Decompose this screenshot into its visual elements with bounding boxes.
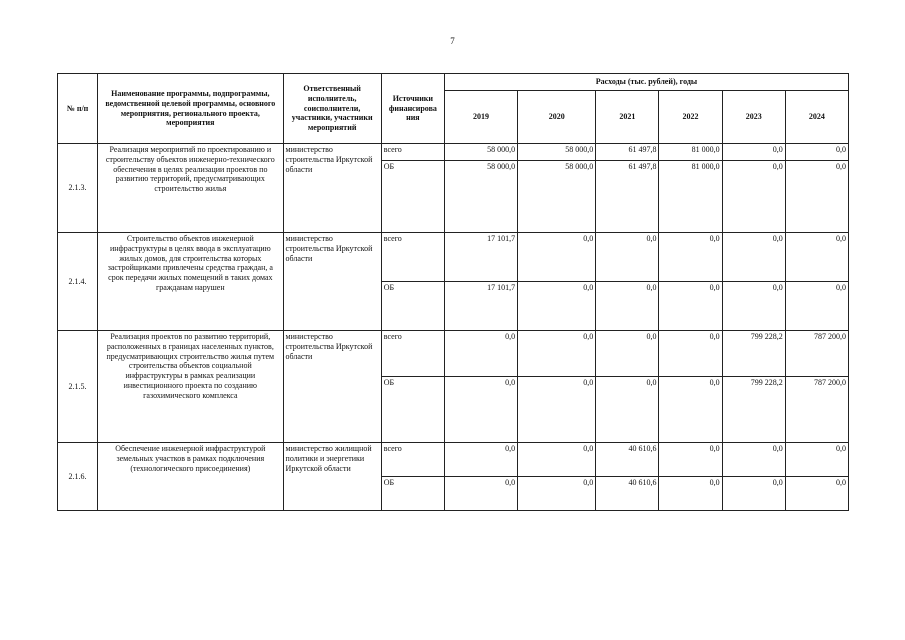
table-row: [58, 144, 849, 161]
value-cell: 0,0: [785, 477, 848, 511]
row-name: Строительство объектов инженерной инфраструктуры в целях ввода в эксплуатацию жилых домов, для строительства которых застройщиками привлечены средства граждан, а срок передачи жилых помещений в таких домах гражданам нарушен: [98, 233, 283, 331]
value-cell: 0,0: [659, 233, 722, 282]
source-cell: ОБ: [381, 477, 444, 511]
value-cell: 0,0: [518, 377, 596, 443]
value-cell: 0,0: [596, 377, 659, 443]
value-cell: 0,0: [596, 331, 659, 377]
value-cell: 0,0: [722, 233, 785, 282]
row-name: Обеспечение инженерной инфраструктурой земельных участков в рамках подключения (технологического присоединения): [98, 443, 283, 511]
row-number: 2.1.4.: [58, 233, 98, 331]
source-cell: ОБ: [381, 377, 444, 443]
header-number: № п/п: [58, 74, 98, 144]
row-executor: министерство строительства Иркутской области: [283, 331, 381, 443]
value-cell: 0,0: [444, 477, 517, 511]
value-cell: 0,0: [518, 233, 596, 282]
value-cell: 0,0: [785, 282, 848, 331]
row-number: 2.1.6.: [58, 443, 98, 511]
value-cell: 61 497,8: [596, 161, 659, 233]
value-cell: 0,0: [722, 443, 785, 477]
budget-table: [57, 73, 849, 511]
row-name: Реализация проектов по развитию территорий, расположенных в границах населенных пунктов, предусматривающих строительство жилья путем строительства объектов социальной инфраструктуры в рамках реализации инвестиционного проекта по созданию газохимического комплекса: [98, 331, 283, 443]
table-row: [58, 233, 849, 282]
header-executor: Ответственный исполнитель, соисполнители, участники, участники мероприятий: [283, 74, 381, 144]
value-cell: 0,0: [722, 477, 785, 511]
value-cell: 58 000,0: [518, 161, 596, 233]
value-cell: 40 610,6: [596, 443, 659, 477]
table-header: [58, 74, 849, 144]
value-cell: 799 228,2: [722, 331, 785, 377]
value-cell: 0,0: [518, 443, 596, 477]
value-cell: 17 101,7: [444, 233, 517, 282]
value-cell: 0,0: [659, 443, 722, 477]
row-executor: министерство жилищной политики и энергетики Иркутской области: [283, 443, 381, 511]
value-cell: 0,0: [596, 282, 659, 331]
source-cell: ОБ: [381, 282, 444, 331]
value-cell: 58 000,0: [518, 144, 596, 161]
table-row: [58, 331, 849, 377]
header-year: 2024: [785, 91, 848, 144]
value-cell: 61 497,8: [596, 144, 659, 161]
value-cell: 0,0: [785, 144, 848, 161]
value-cell: 0,0: [659, 282, 722, 331]
value-cell: 0,0: [722, 161, 785, 233]
value-cell: 799 228,2: [722, 377, 785, 443]
table-row: [58, 443, 849, 477]
value-cell: 0,0: [785, 233, 848, 282]
header-expenses: Расходы (тыс. рублей), годы: [444, 74, 848, 91]
row-number: 2.1.3.: [58, 144, 98, 233]
value-cell: 0,0: [785, 161, 848, 233]
value-cell: 0,0: [444, 377, 517, 443]
value-cell: 0,0: [659, 377, 722, 443]
row-executor: министерство строительства Иркутской области: [283, 144, 381, 233]
value-cell: 0,0: [722, 282, 785, 331]
value-cell: 0,0: [596, 233, 659, 282]
value-cell: 787 200,0: [785, 377, 848, 443]
value-cell: 787 200,0: [785, 331, 848, 377]
header-year: 2019: [444, 91, 517, 144]
source-cell: всего: [381, 144, 444, 161]
value-cell: 0,0: [659, 331, 722, 377]
value-cell: 0,0: [722, 144, 785, 161]
header-year: 2022: [659, 91, 722, 144]
source-cell: всего: [381, 443, 444, 477]
value-cell: 58 000,0: [444, 144, 517, 161]
page-number: 7: [450, 36, 455, 46]
source-cell: ОБ: [381, 161, 444, 233]
value-cell: 81 000,0: [659, 144, 722, 161]
header-year: 2021: [596, 91, 659, 144]
value-cell: 81 000,0: [659, 161, 722, 233]
value-cell: 0,0: [518, 477, 596, 511]
value-cell: 0,0: [518, 282, 596, 331]
row-number: 2.1.5.: [58, 331, 98, 443]
header-year: 2020: [518, 91, 596, 144]
value-cell: 0,0: [659, 477, 722, 511]
value-cell: 0,0: [518, 331, 596, 377]
value-cell: 40 610,6: [596, 477, 659, 511]
value-cell: 0,0: [444, 443, 517, 477]
value-cell: 0,0: [785, 443, 848, 477]
source-cell: всего: [381, 331, 444, 377]
source-cell: всего: [381, 233, 444, 282]
header-name: Наименование программы, подпрограммы, ведомственной целевой программы, основного мероприятия, регионального проекта, мероприятия: [98, 74, 283, 144]
header-year: 2023: [722, 91, 785, 144]
row-executor: министерство строительства Иркутской области: [283, 233, 381, 331]
value-cell: 58 000,0: [444, 161, 517, 233]
value-cell: 0,0: [444, 331, 517, 377]
header-source: Источники финансирова ния: [381, 74, 444, 144]
row-name: Реализация мероприятий по проектированию и строительству объектов инженерно-технического обеспечения в целях реализации проектов по развитию территорий, предусматривающих строительство жилья: [98, 144, 283, 233]
value-cell: 17 101,7: [444, 282, 517, 331]
